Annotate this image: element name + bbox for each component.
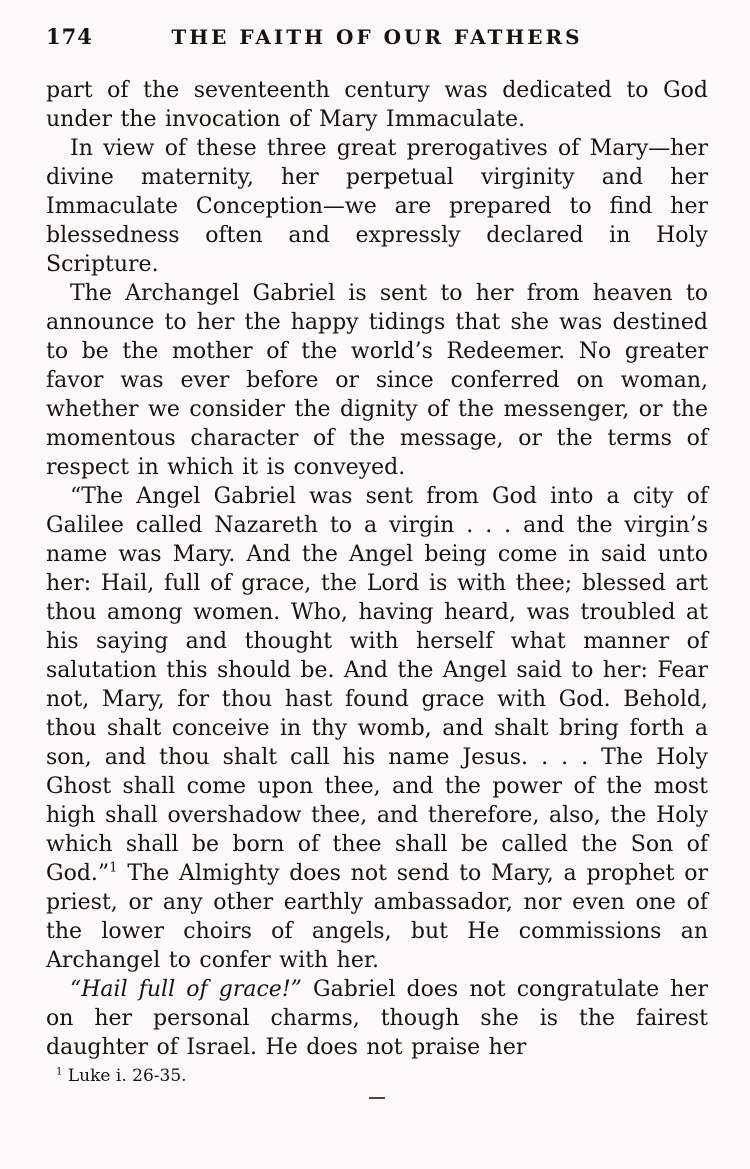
footnote-text: Luke i. 26-35. — [62, 1066, 187, 1086]
running-title: THE FAITH OF OUR FATHERS — [171, 25, 583, 49]
printers-mark — [369, 1097, 385, 1099]
scripture-quotation: “The Angel Gabriel was sent from God into a city of Galilee called Nazareth to a virgin . . . and the virgin’s name was Mary. And the Angel being come in said unto her: Hail, full of grace, the Lord is with thee; blessed art thou among women. Who, having heard, was troubled at his saying and thought with herself what manner of salutation this should be. And the Angel said to her: Fear not, Mary, for thou hast found grace with God. Behold, thou shalt conceive in thy womb, and shalt bring forth a son, and thou shalt call his name Jesus. . . . The Holy Ghost shall come upon thee, and the power of the most high shall overshadow thee, and therefore, also, the Holy which shall be born of thee shall be called the Son of God.” — [46, 484, 708, 886]
paragraph-with-italic-quote — [46, 975, 708, 1062]
paragraph-continuation: The Almighty does not send to Mary, a prophet or priest, or any other earthly ambassador, nor even one of the lower choirs of angels, but He commissions an Archangel to confer with her. — [46, 861, 708, 973]
footnote — [56, 1065, 708, 1087]
paragraph: In view of these three great prerogatives of Mary—her divine maternity, her perpetual virginity and her Immaculate Conception—we are prepared to find her blessedness often and expressly declared in Holy Scripture. — [46, 136, 708, 277]
paragraph-continuation-from-previous-page: part of the seventeenth century was dedicated to God under the invocation of Mary Immaculate. — [46, 78, 708, 132]
page-body — [46, 76, 708, 1062]
paragraph-continuation: Gabriel does not congratulate her on her personal charms, though she is the fairest daughter of Israel. He does not praise her — [46, 977, 708, 1060]
paragraph: The Archangel Gabriel is sent to her from heaven to announce to her the happy tidings that she was destined to be the mother of the world’s Redeemer. No greater favor was ever before or since conferred on woman, whether we consider the dignity of the messenger, or the momentous character of the message, or the terms of respect in which it is conveyed. — [46, 281, 708, 480]
paragraph-with-footnote — [46, 482, 708, 975]
italic-quote: “Hail full of grace!” — [70, 977, 302, 1002]
footnote-marker: 1 — [56, 1066, 63, 1078]
footnote-reference: 1 — [109, 860, 118, 876]
page-number: 174 — [46, 24, 93, 49]
page-header — [46, 24, 708, 58]
